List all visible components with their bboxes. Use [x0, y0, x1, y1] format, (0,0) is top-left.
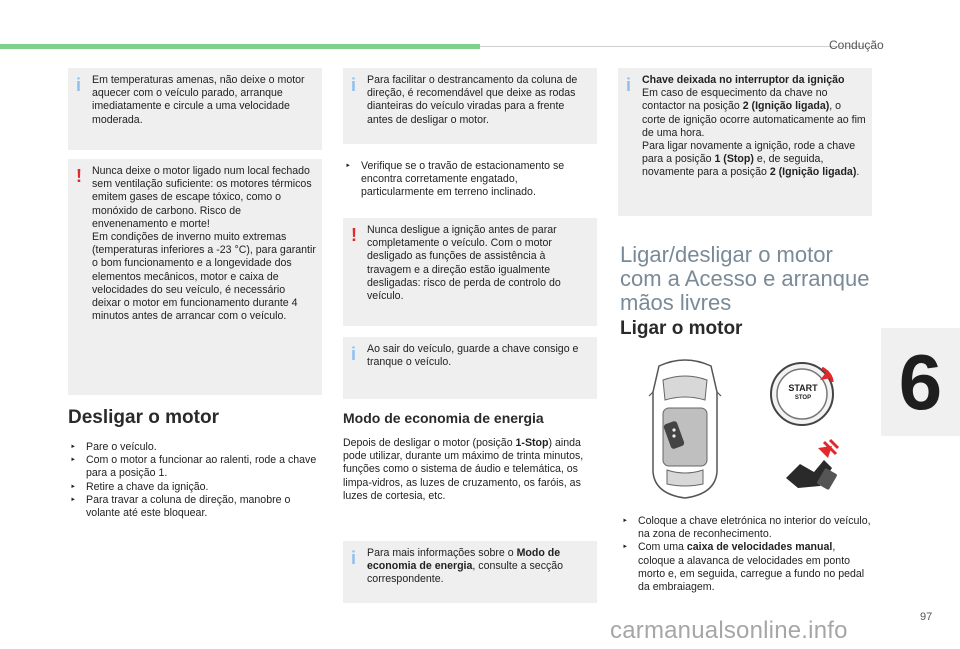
info-box-temperature: i Em temperaturas amenas, não deixe o motor aquecer com o veículo parado, arranque imediatamente e circule a uma velocidade moderada.	[68, 68, 322, 150]
heading-keyless-start: Ligar/desligar o motor com a Acesso e arranque mãos livres	[620, 242, 870, 315]
info-box-steering: i Para facilitar o destrancamento da coluna de direção, é recomendável que deixe as rodas dianteiras do veículo viradas para a frente antes de desligar o motor.	[343, 68, 597, 144]
list-item: ‣ Coloque a chave eletrónica no interior do veículo, na zona de reconhecimento.	[620, 515, 874, 541]
info-icon: i	[351, 548, 357, 568]
start-engine-steps	[620, 515, 874, 594]
list-item: ‣ Com uma caixa de velocidades manual, coloque a alavanca de velocidades em ponto morto e, em seguida, carregue a fundo no pedal da embraiagem.	[620, 541, 874, 594]
heading-energy-economy: Modo de economia de energia	[343, 410, 544, 426]
list-item: ‣ Retire a chave da ignição.	[68, 481, 322, 494]
stop-engine-steps	[68, 441, 322, 520]
warning-box-ventilation: ! Nunca deixe o motor ligado num local fechado sem ventilação suficiente: os motores térmicos emitem gases de escape tóxico, como o monóxido de carbono. Risco de envenenamento e morte! Em condições de inverno muito extremas (temperaturas inferiores a -23 °C), para garantir o bom funcionamento e a longevidade dos elementos mecânicos, motor e caixa de velocidades do seu veículo, é necessário deixar o motor em funcionamento durante 4 minutos antes de arrancar com o veículo.	[68, 159, 322, 395]
info-box-energy-economy: i Para mais informações sobre o Modo de economia de energia, consulte a secção correspondente.	[343, 541, 597, 603]
car-key-zone-illustration	[645, 352, 725, 502]
list-item: ‣ Pare o veículo.	[68, 441, 322, 454]
list-item: ‣ Verifique se o travão de estacionamento se encontra corretamente engatado, particularmente em terreno inclinado.	[343, 160, 593, 200]
clutch-pedal-illustration	[780, 438, 840, 494]
info-icon: i	[626, 75, 632, 95]
warning-icon: !	[351, 225, 357, 245]
parking-brake-step	[343, 160, 593, 200]
section-title: Condução	[829, 38, 884, 52]
warning-box-ignition: ! Nunca desligue a ignição antes de parar completamente o veículo. Com o motor desligado as funções de assistência à travagem e a direção estão igualmente desligadas: risco de perda de controlo do veículo.	[343, 218, 597, 326]
energy-economy-paragraph: Depois de desligar o motor (posição 1-Stop) ainda pode utilizar, durante um máximo de trinta minutos, funções como o sistema de áudio e telemática, os limpa-vidros, as luzes de cruzamento, os faróis, as luzes de cortesia, etc.	[343, 437, 584, 502]
stop-label: STOP	[794, 395, 812, 401]
heading-start-engine: Ligar o motor	[620, 318, 743, 339]
info-icon: i	[351, 344, 357, 364]
page-number: 97	[920, 611, 933, 623]
info-box-key-left: i Chave deixada no interruptor da ignição Em caso de esquecimento da chave no contactor na posição 2 (Ignição ligada), o corte de ignição ocorre automaticamente ao fim de uma hora. Para ligar novamente a ignição, rode a chave para a posição 1 (Stop) e, de seguida, novamente para a posição 2 (Ignição ligada).	[618, 68, 872, 216]
info-icon: i	[76, 75, 82, 95]
header-accent-bar	[0, 44, 480, 49]
list-item: ‣ Com o motor a funcionar ao ralenti, rode a chave para a posição 1.	[68, 454, 322, 480]
start-label: START	[788, 383, 818, 393]
chapter-number: 6	[881, 328, 960, 436]
info-icon: i	[351, 75, 357, 95]
info-box-key: i Ao sair do veículo, guarde a chave consigo e tranque o veículo.	[343, 337, 597, 399]
heading-stop-engine: Desligar o motor	[68, 407, 219, 428]
list-item: ‣ Para travar a coluna de direção, manobre o volante até este bloquear.	[68, 494, 322, 520]
header-rule	[480, 46, 875, 47]
warning-icon: !	[76, 166, 82, 186]
watermark: carmanualsonline.info	[610, 617, 848, 644]
